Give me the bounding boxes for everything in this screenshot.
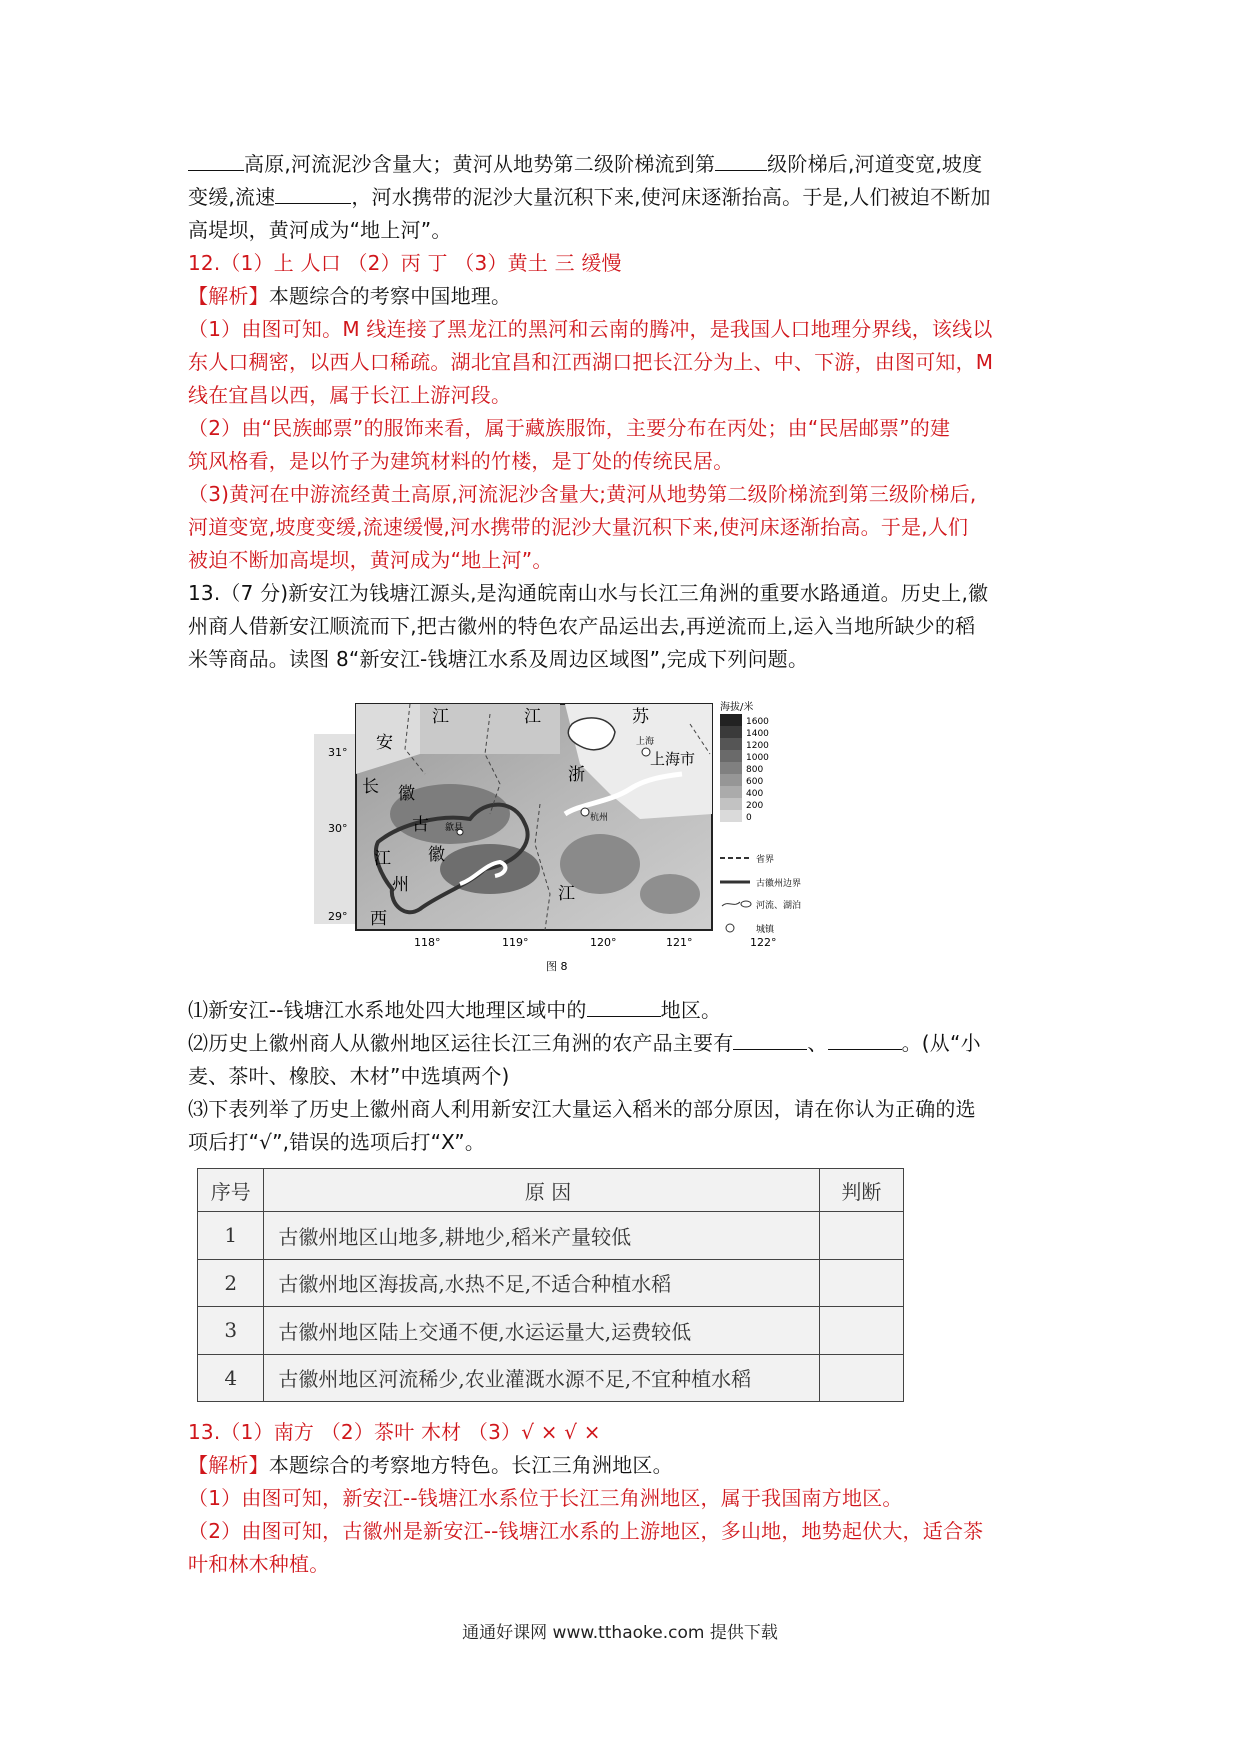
judge-cell[interactable]: [819, 1259, 903, 1307]
answer-13-block: [188, 1416, 1058, 1581]
city-label: 杭州: [590, 813, 609, 823]
sub-question-2: ⑵历史上徽州商人从徽州地区运往长江三角洲的农产品主要有 、 。(从“小: [188, 1031, 981, 1055]
lat-label: 29°: [328, 910, 348, 923]
map-label: 江: [558, 884, 575, 904]
reasons-table-figure: [197, 1168, 904, 1402]
legend-elev: 0: [746, 813, 752, 823]
answer-13: 13.（1）南方 （2）茶叶 木材 （3）√ × √ ×: [188, 1420, 601, 1444]
legend-item: 城镇: [756, 925, 775, 935]
explanation-line: 筑风格看，是以竹子为建筑材料的竹楼，是丁处的传统民居。: [188, 449, 734, 473]
map-label: 浙: [568, 765, 585, 785]
lat-label: 30°: [328, 822, 348, 835]
table-row: [198, 1212, 904, 1260]
row-index: 4: [198, 1354, 264, 1402]
map-svg: [310, 694, 906, 980]
text-line: 变缓,流速 ，河水携带的泥沙大量沉积下来,使河床逐渐抬高。于是,人们被迫不断加: [188, 185, 991, 209]
map-label: 古: [412, 815, 429, 835]
map-legend: [720, 700, 801, 935]
header-index: 序号: [198, 1169, 264, 1212]
legend-title: 海拔/米: [720, 702, 754, 713]
legend-elev: 600: [746, 777, 764, 787]
map-label: 江: [432, 707, 449, 727]
map-figure: [310, 694, 906, 980]
legend-elev: 200: [746, 801, 764, 811]
map-label: 苏: [632, 707, 649, 727]
legend-elev: 400: [746, 789, 764, 799]
legend-elev: 1600: [746, 717, 769, 727]
explanation-heading: 【解析】本题综合的考察中国地理。: [188, 284, 512, 308]
document-body: [188, 148, 1058, 676]
lon-label: 122°: [750, 936, 777, 949]
row-index: 3: [198, 1307, 264, 1355]
row-reason: 古徽州地区陆上交通不便,水运运量大,运费较低: [264, 1307, 819, 1355]
map-label: 安: [376, 733, 393, 753]
question-13-line: 州商人借新安江顺流而下,把古徽州的特色农产品运出去,再逆流而上,运入当地所缺少的稻: [188, 614, 976, 638]
header-judge: 判断: [819, 1169, 903, 1212]
map-label: 徽: [428, 845, 445, 865]
explanation-line: 被迫不断加高堤坝，黄河成为“地上河”。: [188, 548, 553, 572]
explanation-heading: 【解析】本题综合的考察地方特色。长江三角洲地区。: [188, 1453, 673, 1477]
lon-label: 118°: [414, 936, 441, 949]
lon-label: 121°: [666, 936, 693, 949]
map-label: 长: [362, 777, 379, 797]
row-reason: 古徽州地区河流稀少,农业灌溉水源不足,不宜种植水稻: [264, 1354, 819, 1402]
row-reason: 古徽州地区海拔高,水热不足,不适合种植水稻: [264, 1259, 819, 1307]
sub-question-1: ⑴新安江--钱塘江水系地处四大地理区域中的 地区。: [188, 998, 722, 1022]
table-row: [198, 1307, 904, 1355]
explanation-line: 东人口稠密，以西人口稀疏。湖北宜昌和江西湖口把长江分为上、中、下游，由图可知，M: [188, 350, 994, 374]
legend-elev: 1000: [746, 753, 769, 763]
explanation-line: 线在宜昌以西，属于长江上游河段。: [188, 383, 512, 407]
fill-blank[interactable]: [828, 1031, 902, 1050]
fill-blank[interactable]: [733, 1031, 807, 1050]
reasons-table: [197, 1168, 904, 1402]
sub-question-3-cont: 项后打“√”,错误的选项后打“X”。: [188, 1130, 486, 1154]
answer-12: 12.（1）上 人口 （2）丙 丁 （3）黄土 三 缓慢: [188, 251, 622, 275]
sub-question-2-cont: 麦、茶叶、橡胶、木材”中选填两个): [188, 1064, 510, 1088]
sub-question-3: ⑶下表列举了历史上徽州商人利用新安江大量运入稻米的部分原因，请在你认为正确的选: [188, 1097, 976, 1121]
explanation-line: 叶和林木种植。: [188, 1552, 330, 1576]
legend-item: 省界: [756, 855, 775, 865]
judge-cell[interactable]: [819, 1212, 903, 1260]
map-label: 西: [370, 909, 387, 929]
map-label: 州: [392, 875, 409, 895]
explanation-line: （1）由图可知，新安江--钱塘江水系位于长江三角洲地区，属于我国南方地区。: [188, 1486, 903, 1510]
row-index: 2: [198, 1259, 264, 1307]
text-line: 高堤坝，黄河成为“地上河”。: [188, 218, 452, 242]
text-line: 高原,河流泥沙含量大；黄河从地势第二级阶梯流到第 级阶梯后,河道变宽,坡度: [188, 148, 1058, 181]
legend-elev: 800: [746, 765, 764, 775]
lon-label: 120°: [590, 936, 617, 949]
table-header-row: [198, 1169, 904, 1212]
figure-caption: 图 8: [546, 960, 568, 973]
explanation-line: （3)黄河在中游流经黄土高原,河流泥沙含量大;黄河从地势第二级阶梯流到第三级阶梯后,: [188, 482, 977, 506]
lat-label: 31°: [328, 746, 348, 759]
question-13-line: 米等商品。读图 8“新安江-钱塘江水系及周边区域图”,完成下列问题。: [188, 647, 809, 671]
row-index: 1: [198, 1212, 264, 1260]
question-13-line: 13.（7 分)新安江为钱塘江源头,是沟通皖南山水与长江三角洲的重要水路通道。历史上,徽: [188, 581, 989, 605]
explanation-line: （1）由图可知。M 线连接了黑龙江的黑河和云南的腾冲，是我国人口地理分界线，该线以: [188, 317, 993, 341]
map-label: 江: [524, 707, 541, 727]
city-label: 上海: [636, 737, 655, 747]
fill-blank[interactable]: [275, 185, 351, 204]
sub-questions: [188, 994, 1058, 1159]
map-label: 上海市: [650, 750, 696, 768]
fill-blank[interactable]: [587, 998, 661, 1017]
explanation-line: （2）由图可知，古徽州是新安江--钱塘江水系的上游地区，多山地，地势起伏大，适合茶: [188, 1519, 984, 1543]
explanation-line: 河道变宽,坡度变缓,流速缓慢,河水携带的泥沙大量沉积下来,使河床逐渐抬高。于是,人们: [188, 515, 969, 539]
header-reason: 原 因: [264, 1169, 819, 1212]
city-label: 歙县: [445, 823, 464, 833]
judge-cell[interactable]: [819, 1307, 903, 1355]
legend-item: 古徽州边界: [756, 879, 802, 889]
table-row: [198, 1259, 904, 1307]
fill-blank[interactable]: [188, 152, 244, 171]
legend-elev: 1400: [746, 729, 769, 739]
lon-label: 119°: [502, 936, 529, 949]
legend-item: 河流、湖泊: [756, 901, 802, 911]
map-label: 江: [374, 849, 391, 869]
explanation-line: （2）由“民族邮票”的服饰来看，属于藏族服饰，主要分布在丙处；由“民居邮票”的建: [188, 416, 951, 440]
judge-cell[interactable]: [819, 1354, 903, 1402]
table-row: [198, 1354, 904, 1402]
page-footer: 通通好课网 www.tthaoke.com 提供下载: [462, 1623, 778, 1643]
legend-elev: 1200: [746, 741, 769, 751]
row-reason: 古徽州地区山地多,耕地少,稻米产量较低: [264, 1212, 819, 1260]
map-label: 徽: [398, 784, 415, 804]
fill-blank[interactable]: [715, 152, 767, 171]
